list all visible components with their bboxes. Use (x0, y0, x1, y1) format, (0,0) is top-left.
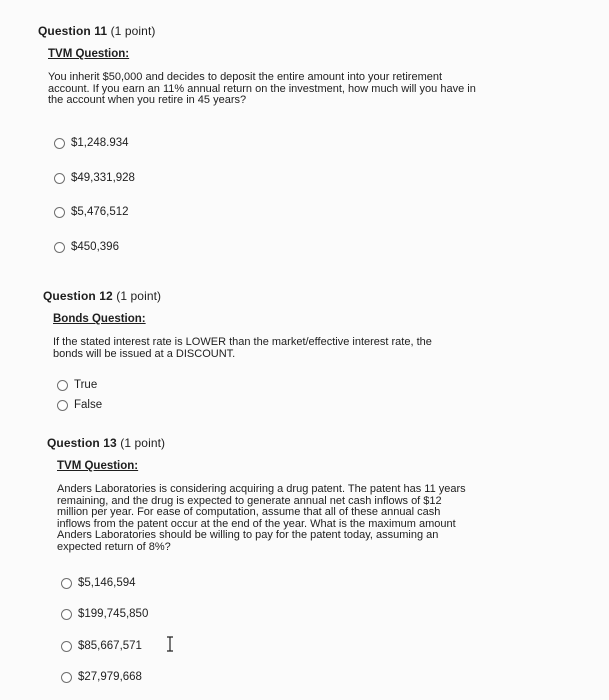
q12-option-true[interactable]: True (57, 379, 97, 391)
question-13-text: Anders Laboratories is considering acquiring a drug patent. The patent has 11 years remaining, and the drug is expected to generate annual net cash inflows of $12 million per year. For ease of computation, assume that all of these annual cash inflows from the patent occur at the end of the year. What is the maximum amount Anders Laboratories should be willing to pay for the patent today, assuming an expected return of 8%? (57, 483, 466, 553)
text-cursor-icon (165, 636, 175, 652)
question-11-title: Question 11 (1 point) (38, 24, 156, 38)
q13-option-4[interactable]: $27,979,668 (61, 671, 142, 683)
radio-button[interactable] (61, 609, 72, 620)
radio-button[interactable] (57, 400, 68, 411)
question-11 (38, 24, 488, 107)
question-11-text: You inherit $50,000 and decides to deposit the entire amount into your retirement account. If you earn an 11% annual return on the investment, how much will you have in the account when you retire in 45 years? (48, 71, 476, 106)
question-12-subtitle: Bonds Question: (53, 313, 146, 325)
radio-button[interactable] (61, 641, 72, 652)
q13-option-3[interactable]: $85,667,571 (61, 640, 142, 652)
radio-button[interactable] (54, 242, 65, 253)
q11-option-2[interactable]: $49,331,928 (54, 172, 135, 184)
question-12-title: Question 12 (1 point) (43, 289, 162, 303)
question-12-text: If the stated interest rate is LOWER than the market/effective interest rate, the bonds will be issued at a DISCOUNT. (53, 336, 432, 360)
question-12 (43, 289, 463, 360)
radio-button[interactable] (54, 207, 65, 218)
radio-button[interactable] (54, 138, 65, 149)
q11-option-1[interactable]: $1,248.934 (54, 137, 129, 149)
question-13 (47, 436, 477, 553)
radio-button[interactable] (61, 672, 72, 683)
radio-button[interactable] (54, 173, 65, 184)
q11-option-4[interactable]: $450,396 (54, 241, 119, 253)
q13-option-2[interactable]: $199,745,850 (61, 608, 148, 620)
q13-option-1[interactable]: $5,146,594 (61, 577, 136, 589)
q11-option-3[interactable]: $5,476,512 (54, 206, 129, 218)
radio-button[interactable] (61, 578, 72, 589)
question-13-title: Question 13 (1 point) (47, 436, 166, 450)
radio-button[interactable] (57, 380, 68, 391)
q12-option-false[interactable]: False (57, 399, 102, 411)
question-11-subtitle: TVM Question: (48, 48, 130, 60)
question-13-subtitle: TVM Question: (57, 460, 139, 472)
